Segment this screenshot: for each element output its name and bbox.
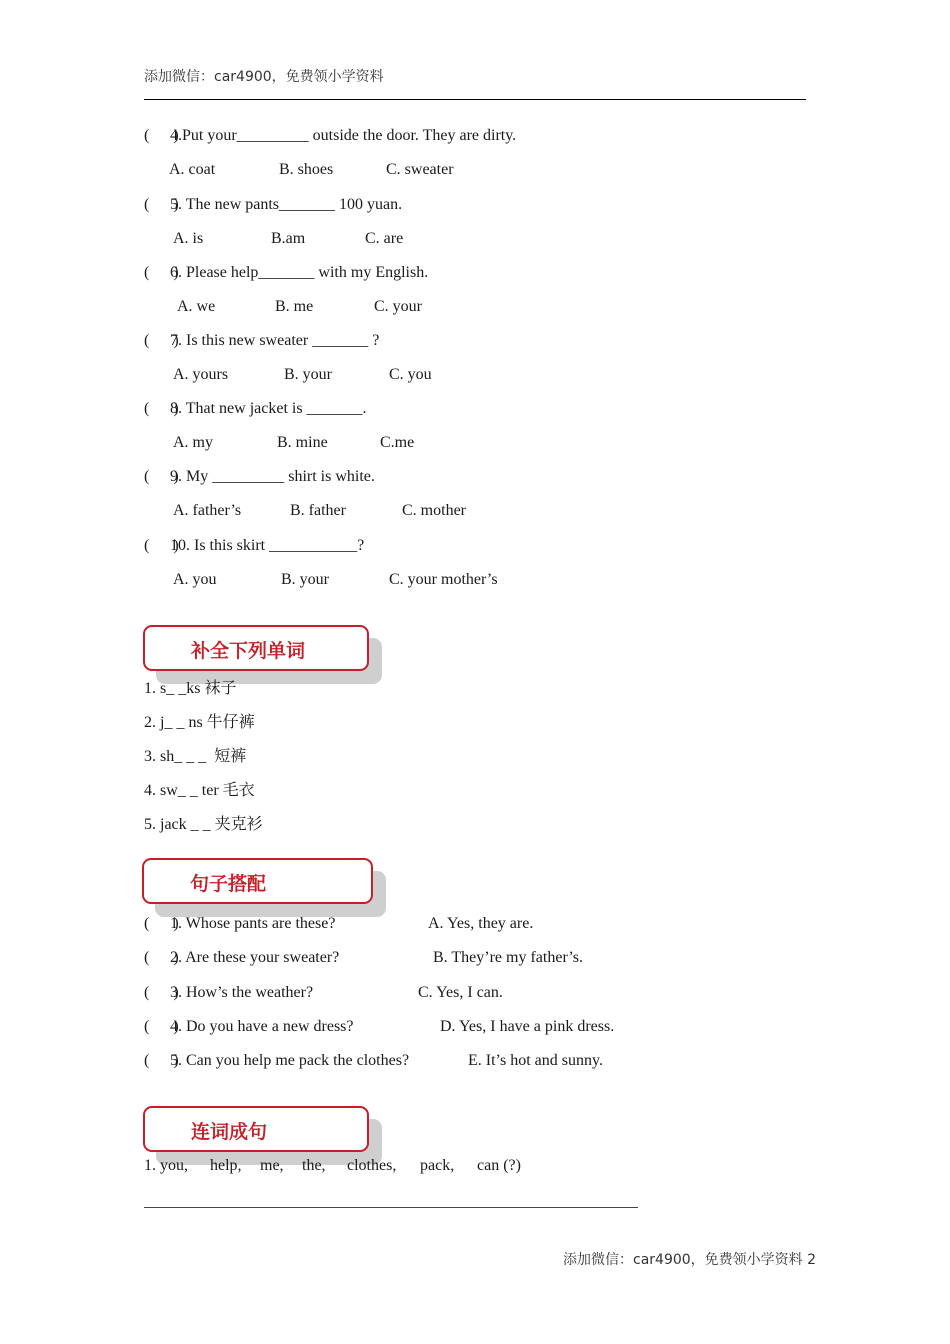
order-word: pack, [420, 1157, 455, 1174]
word-meaning: 袜子 [204, 678, 237, 697]
order-word: 1. you, [144, 1157, 188, 1174]
option-b: B. shoes [279, 161, 334, 178]
answer-paren[interactable]: ( ) [144, 949, 179, 966]
answer-line[interactable] [144, 1207, 638, 1208]
answer-paren[interactable]: ( ) [144, 264, 179, 281]
option-b: B. mine [277, 434, 328, 451]
match-answer: E. It’s hot and sunny. [468, 1052, 603, 1069]
order-word: me, [260, 1157, 284, 1174]
question-stem: 8. That new jacket is _______. [170, 400, 367, 417]
word-meaning: 短裤 [214, 746, 247, 765]
option-a: A. my [173, 434, 213, 451]
match-question: 4. Do you have a new dress? [170, 1018, 354, 1035]
section-title-match: 句子搭配 [190, 873, 267, 895]
word-blank[interactable]: 4. sw_ _ ter [144, 782, 219, 799]
answer-paren[interactable]: ( ) [144, 1018, 179, 1035]
option-a: A. yours [173, 366, 229, 383]
option-a: A. we [177, 298, 216, 315]
answer-paren[interactable]: ( ) [144, 332, 179, 349]
option-c: C. mother [402, 502, 466, 519]
answer-paren[interactable]: ( ) [144, 400, 179, 417]
option-a: A. father’s [173, 502, 242, 519]
match-question: 5. Can you help me pack the clothes? [170, 1052, 410, 1069]
question-stem: 10. Is this skirt ___________? [170, 537, 365, 554]
word-blank[interactable]: 5. jack _ _ [144, 816, 211, 833]
match-question: 1. Whose pants are these? [170, 915, 336, 932]
question-stem: 9. My _________ shirt is white. [170, 468, 375, 485]
question-stem: 6. Please help_______ with my English. [170, 264, 429, 281]
option-b: B. me [275, 298, 314, 315]
option-b: B. your [281, 571, 329, 588]
answer-paren[interactable]: ( ) [144, 537, 179, 554]
option-c: C. your mother’s [389, 571, 498, 588]
page-header-text: 添加微信：car4900，免费领小学资料 [144, 69, 384, 85]
match-question: 2. Are these your sweater? [170, 949, 340, 966]
page-footer-text: 添加微信：car4900，免费领小学资料 2 [563, 1252, 817, 1268]
list-item [144, 709, 255, 732]
order-word: can (?) [477, 1157, 521, 1174]
option-c: C. are [365, 230, 404, 247]
word-blank[interactable]: 2. j_ _ ns [144, 714, 203, 731]
list-item [144, 743, 246, 766]
answer-paren[interactable]: ( ) [144, 1052, 179, 1069]
order-word: the, [302, 1157, 326, 1174]
answer-paren[interactable]: ( ) [144, 468, 179, 485]
word-meaning: 夹克衫 [214, 814, 263, 833]
option-c: C. you [389, 366, 432, 383]
match-answer: C. Yes, I can. [418, 984, 503, 1001]
order-word: clothes, [347, 1157, 397, 1174]
header-divider [144, 99, 806, 100]
answer-paren[interactable]: ( ) [144, 196, 179, 213]
option-c: C. sweater [386, 161, 454, 178]
word-blank[interactable]: 1. s_ _ks [144, 680, 201, 697]
match-question: 3. How’s the weather? [170, 984, 314, 1001]
list-item [144, 675, 236, 698]
option-a: A. coat [169, 161, 216, 178]
answer-paren[interactable]: ( ) [144, 984, 179, 1001]
option-b: B.am [271, 230, 306, 247]
option-b: B. your [284, 366, 332, 383]
match-answer: D. Yes, I have a pink dress. [440, 1018, 615, 1035]
option-c: C.me [380, 434, 415, 451]
match-answer: A. Yes, they are. [428, 915, 534, 932]
word-meaning: 毛衣 [222, 780, 255, 799]
answer-paren[interactable]: ( ) [144, 915, 179, 932]
list-item [144, 777, 255, 800]
match-answer: B. They’re my father’s. [433, 949, 584, 966]
question-stem: 4.Put your_________ outside the door. They are dirty. [170, 127, 517, 144]
option-a: A. you [173, 571, 217, 588]
question-stem: 7. Is this new sweater _______ ? [170, 332, 380, 349]
option-b: B. father [290, 502, 346, 519]
option-a: A. is [173, 230, 204, 247]
option-c: C. your [374, 298, 422, 315]
word-meaning: 牛仔裤 [206, 712, 255, 731]
word-blank[interactable]: 3. sh_ _ _ [144, 748, 211, 765]
answer-paren[interactable]: ( ) [144, 127, 179, 144]
question-stem: 5. The new pants_______ 100 yuan. [170, 196, 403, 213]
section-title-order: 连词成句 [191, 1121, 268, 1143]
order-word: help, [210, 1157, 242, 1174]
section-title-complete-words: 补全下列单词 [191, 640, 306, 662]
list-item [144, 811, 263, 834]
